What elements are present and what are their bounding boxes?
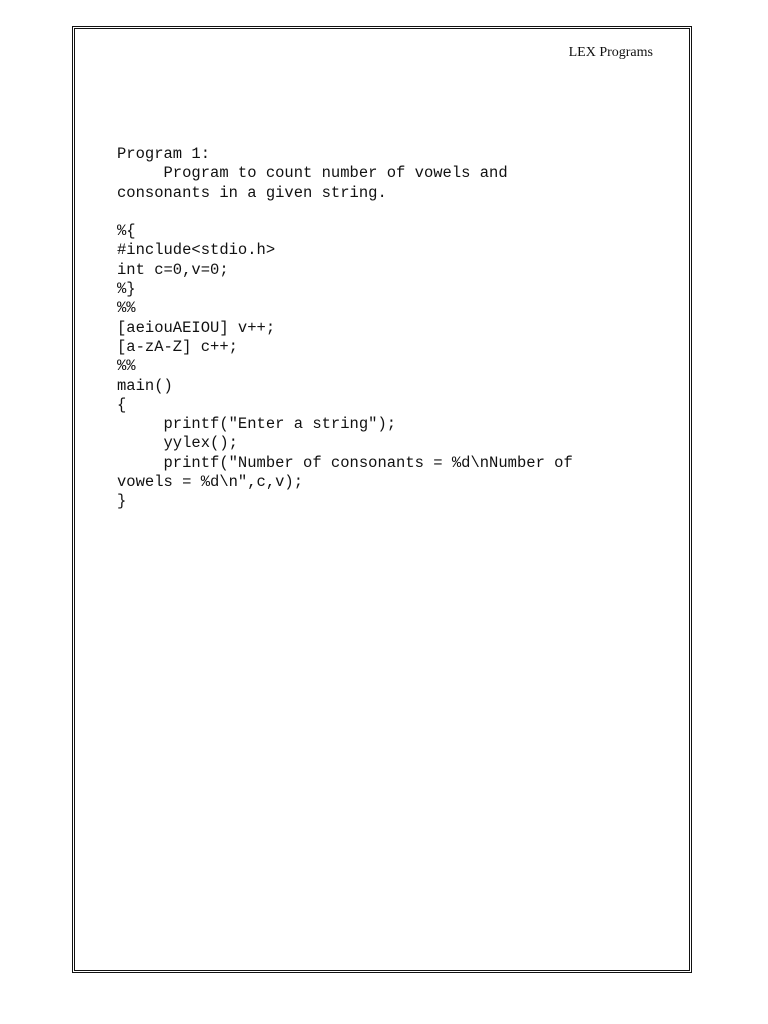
code-line-vowel-rule: [aeiouAEIOU] v++; — [117, 318, 276, 337]
code-line-main: main() — [117, 376, 173, 395]
code-line-rules-open: %% — [117, 299, 136, 318]
program-title: Program 1: — [117, 145, 211, 163]
code-line-close-brace: } — [117, 492, 127, 511]
code-line-definitions-close: %} — [117, 280, 136, 299]
code-line-rules-close: %% — [117, 357, 136, 376]
program-description-line-2: consonants in a given string. — [117, 183, 387, 202]
code-line-include: #include<stdio.h> — [117, 241, 276, 260]
blank-line — [117, 203, 657, 222]
page-header-title: LEX Programs — [568, 45, 653, 60]
code-line-printf-result-continued: vowels = %d\n",c,v); — [117, 473, 304, 492]
code-line-yylex: yylex(); — [117, 434, 238, 453]
code-line-printf-prompt: printf("Enter a string"); — [117, 415, 397, 434]
code-line-printf-result: printf("Number of consonants = %d\nNumber of — [117, 453, 573, 472]
code-line-definitions-open: %{ — [117, 222, 136, 241]
code-line-consonant-rule: [a-zA-Z] c++; — [117, 337, 238, 356]
code-line-variables: int c=0,v=0; — [117, 260, 229, 279]
program-description-line-1: Program to count number of vowels and — [117, 164, 508, 183]
program-code-block — [117, 145, 657, 512]
code-line-open-brace: { — [117, 395, 127, 414]
